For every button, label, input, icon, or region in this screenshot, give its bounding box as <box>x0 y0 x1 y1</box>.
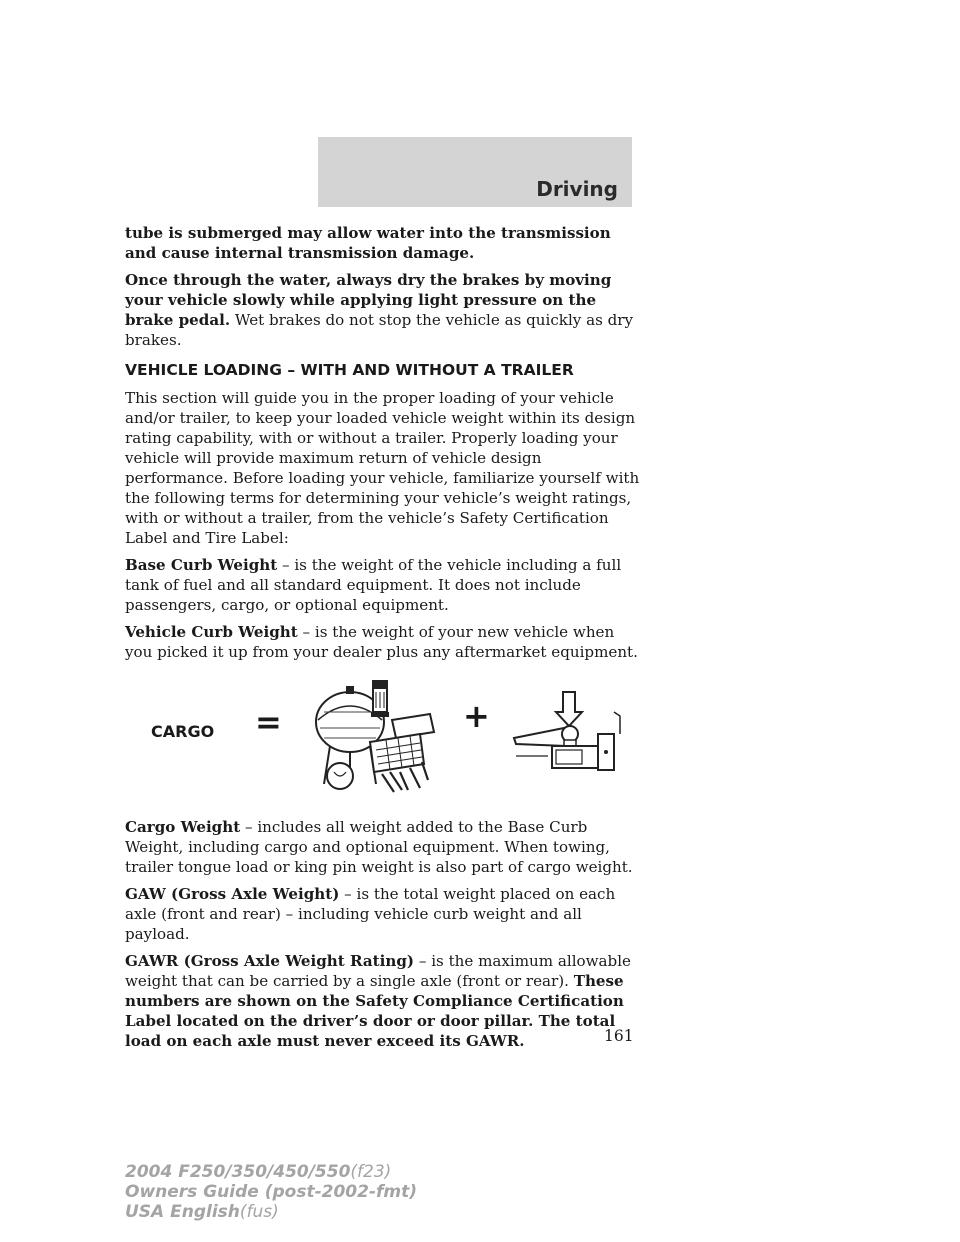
def-gaw: – is the total weight placed on each axle (front and rear) – including vehicle curb weight and all payload. <box>125 885 616 943</box>
definition-gawr <box>125 951 645 1051</box>
term-gawr: GAWR (Gross Axle Weight Rating) <box>125 952 415 970</box>
definition-cargo-weight <box>125 817 645 877</box>
term-base-curb-weight: Base Curb Weight <box>125 556 278 574</box>
section-header-bar <box>318 137 632 207</box>
def-gawr: – is the maximum allowable weight that can be carried by a single axle (front or rear). <box>125 952 631 990</box>
gawr-warning: These numbers are shown on the Safety Compliance Certification Label located on the driver’s door or door pillar. The total load on each axle must never exceed its GAWR. <box>125 972 624 1050</box>
paragraph-transmission-warning: tube is submerged may allow water into the transmission and cause internal transmission damage. <box>125 224 611 262</box>
cargo-items-icon <box>310 672 440 797</box>
paragraph-dry-brakes <box>125 270 645 350</box>
equals-sign: = <box>255 703 282 741</box>
footer-language-code: (fus) <box>239 1202 279 1222</box>
page-number: 161 <box>604 1027 634 1045</box>
plus-sign: + <box>463 697 490 735</box>
section-title: Driving <box>536 177 618 201</box>
page-content <box>125 223 645 1058</box>
document-footer <box>125 1162 417 1222</box>
footer-guide: Owners Guide (post-2002-fmt) <box>125 1182 418 1202</box>
footer-model: 2004 F250/350/450/550 <box>125 1162 351 1182</box>
term-vehicle-curb-weight: Vehicle Curb Weight <box>125 623 298 641</box>
def-vehicle-curb-weight: – is the weight of your new vehicle when you picked it up from your dealer plus any aftermarket equipment. <box>125 623 638 661</box>
dry-brakes-note: Wet brakes do not stop the vehicle as quickly as dry brakes. <box>125 311 634 349</box>
definition-vehicle-curb-weight <box>125 622 645 662</box>
def-base-curb-weight: – is the weight of the vehicle including a full tank of fuel and all standard equipment. It does not include passengers, cargo, or optional equipment. <box>125 556 622 614</box>
term-cargo-weight: Cargo Weight <box>125 818 241 836</box>
cargo-illustration <box>125 672 645 807</box>
term-gaw: GAW (Gross Axle Weight) <box>125 885 340 903</box>
footer-line-language <box>125 1202 417 1222</box>
dry-brakes-instruction: Once through the water, always dry the brakes by moving your vehicle slowly while applying light pressure on the brake pedal. <box>125 271 612 329</box>
footer-line-model <box>125 1162 417 1182</box>
def-cargo-weight: – includes all weight added to the Base Curb Weight, including cargo and optional equipment. When towing, trailer tongue load or king pin weight is also part of cargo weight. <box>125 818 633 876</box>
definition-gaw <box>125 884 645 944</box>
paragraph-loading-intro: This section will guide you in the proper loading of your vehicle and/or trailer, to keep your loaded vehicle weight within its design rating capability, with or without a trailer. Properly loading your vehicle will provide maximum return of vehicle design performance. Before loading your vehicle, familiarize yourself with the following terms for determining your vehicle’s weight ratings, with or without a trailer, from the vehicle’s Safety Certification Label and Tire Label: <box>125 389 640 547</box>
cargo-label: CARGO <box>151 722 215 741</box>
trailer-hitch-icon <box>510 690 625 785</box>
footer-language: USA English <box>125 1202 240 1222</box>
definition-base-curb-weight <box>125 555 645 615</box>
section-heading: VEHICLE LOADING – WITH AND WITHOUT A TRAILER <box>125 361 574 379</box>
footer-model-code: (f23) <box>350 1162 392 1182</box>
